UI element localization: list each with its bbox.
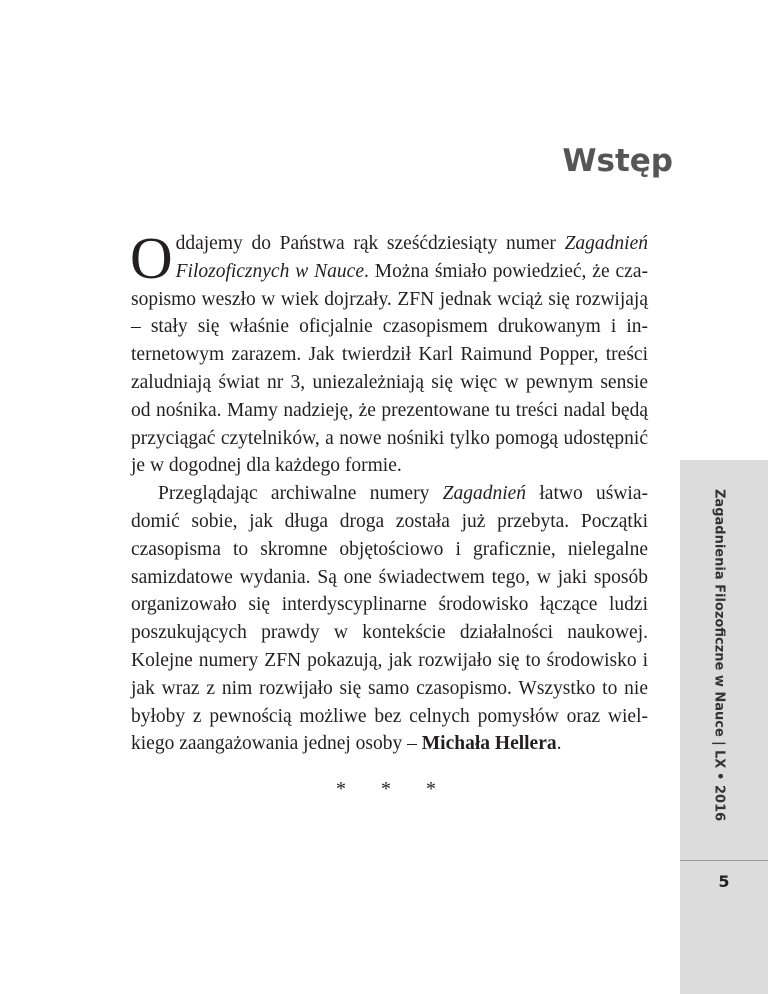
zagadnien-italic: Zagadnień — [442, 483, 527, 505]
separator: | — [711, 741, 727, 746]
paragraph-1 — [130, 225, 648, 480]
journal-name: Zagadnienia Filozoficzne w Nauce — [711, 489, 727, 738]
year: 2016 — [711, 784, 727, 821]
star: * — [426, 778, 436, 800]
p1-text-1: ddajemy do Państwa rąk sześćdziesiąty numer — [175, 233, 565, 254]
section-separator — [336, 778, 436, 801]
drop-cap: O — [130, 225, 173, 291]
p2-text-3: . — [556, 733, 562, 755]
page-title: Wstęp — [562, 143, 673, 179]
side-tab-divider — [680, 860, 768, 861]
running-header — [694, 489, 744, 821]
volume-number: LX — [711, 749, 727, 769]
page-number: 5 — [718, 872, 730, 891]
p2-text-2: łatwo uświadomić sobie, jak długa droga została już przebyta. Początki czasopisma to skromne objętościowo i graficznie, nielegalne samizdatowe wydania. Są one świadectwem tego, w jaki sposób organizowało się interdyscyplinarne środowisko łączące ludzi poszukujących prawdy w kontekście działalności naukowej. Kolejne numery ZFN pokazują, jak rozwijało się to środowisko i jak wraz z nim rozwijało się samo czasopismo. Wszystko to nie byłoby z pewnością możliwe bez celnych pomysłów oraz wielkiego zaangażowania jednej osoby – — [131, 483, 648, 755]
paragraph-2 — [131, 480, 648, 758]
journal-title-italic: Zagadnień Filozoficznych w Nauce — [175, 233, 648, 282]
bullet: • — [711, 772, 727, 781]
star: * — [381, 778, 391, 800]
p1-text-2: . Można śmiało powiedzieć, że czasopismo weszło w wiek dojrzały. ZFN jednak wciąż się rozwijają – stały się właśnie oficjalnie czasopismem drukowanym i internetowym zarazem. Jak twierdził Karl Raimund Popper, treści zaludniają świat nr 3, uniezależniają się więc w pewnym sensie od nośnika. Mamy nadzieję, że prezentowane tu treści nadal będą przyciągać czytelników, a nowe nośniki tylko pomogą udostępnić je w dogodnej dla każdego formie. — [131, 260, 648, 477]
article-body — [130, 225, 648, 758]
p2-text-1: Przeglądając archiwalne numery — [158, 483, 443, 505]
star: * — [336, 778, 346, 800]
heller-name-bold: Michała Hellera — [421, 733, 557, 755]
